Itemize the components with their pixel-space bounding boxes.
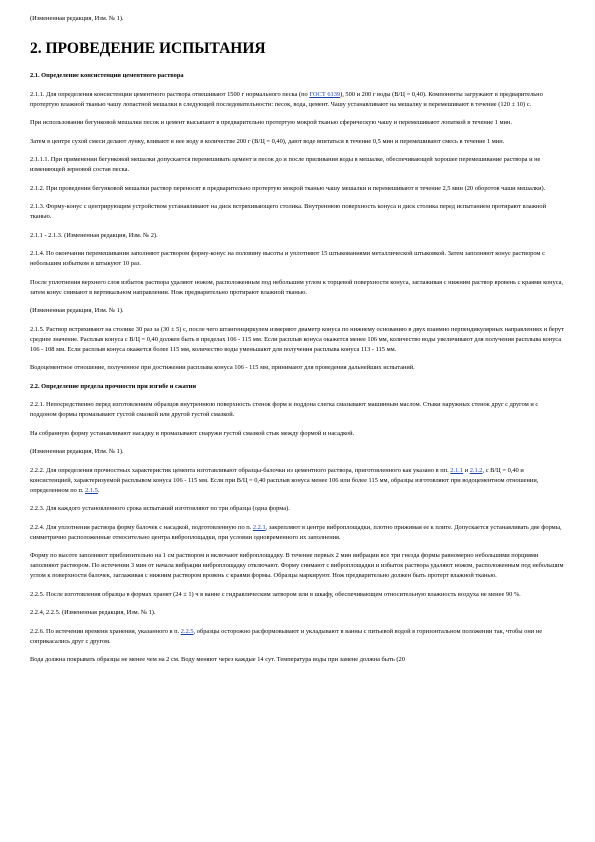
subsection-title: 2.2. Определение предела прочности при изгибе и сжатии <box>30 382 197 390</box>
link-2-1-1[interactable]: 2.1.1 <box>450 466 464 474</box>
paragraph-2-1-1: 2.1.1. Для определения консистенции цементного раствора отвешивают 1500 г нормального песка (по ГОСТ 6139), 500 и 200 г воды (В/Ц = 0,40). Компоненты загружают в предварительно протертую влажной тканью чашу лопастной мешалки в следующей последовательности: песок, вода, цемент. Чашу устанавливают на мешалку и перемешивают в течение (120 ± 10) с. <box>30 90 543 108</box>
paragraph: На собранную форму устанавливают насадку и промазывают снаружи густой смазкой стык между формой и насадкой. <box>30 429 355 437</box>
document-page <box>30 14 565 674</box>
paragraph-2-2-4: 2.2.4. Для уплотнения раствора форму балочек с насадкой, подготовленную по п. 2.2.1, закрепляют в центре виброплощадки, плотно прижимая ее к плите. Допускается устанавливать две формы, симметрично расположенные относительно центра виброплощадки, при условии одновременного их заполнения. <box>30 523 562 541</box>
edition-note: 2.1.1 - 2.1.3. (Измененная редакция, Изм. № 2). <box>30 231 158 239</box>
paragraph-2-2-5: 2.2.5. После изготовления образцы в формах хранят (24 ± 1) ч в ванне с гидравлическим затвором или в шкафу, обеспечивающем относительную влажность воздуха не менее 90 %. <box>30 590 521 598</box>
paragraph: После уплотнения верхнего слоя избыток раствора удаляют ножом, расположенным под небольшим углом к торцевой поверхности конуса, заглаживая с нижним раствор вровень с краями конуса, затем конус снимают в вертикальном направлении. Нож предварительно протирают влажной тканью. <box>30 278 564 296</box>
paragraph-2-2-6: 2.2.6. По истечении времени хранения, указанного в п. 2.2.5, образцы осторожно расформовывают и укладывают в ванны с питьевой водой в горизонтальном положении так, чтобы они не соприкасались друг с другом. <box>30 627 543 645</box>
paragraph-2-2-2: 2.2.2. Для определения прочностных характеристик цемента изготавливают образцы-балочки из цементного раствора, приготовленного как указано в пп. 2.1.1 и 2.1.2, с В/Ц = 0,40 и консистенцией, характеризуемой расплывом конуса 106 - 115 мм. Если при В/Ц = 0,40 расплыв конуса менее 106 или более 115 мм, образцы изготовляют при водоцементном отношении, определенном по п. 2.1.5. <box>30 466 539 494</box>
paragraph-2-1-5: 2.1.5. Раствор встряхивают на столике 30 раз за (30 ± 5) с, после чего штангенциркулем измеряют диаметр конуса по нижнему основанию в двух взаимно перпендикулярных направлениях и берут среднее значение. Расплыв конуса с В/Ц = 0,40 должен быть в пределах 106 - 115 мм. Если расплыв конуса окажется менее 106 мм, количество воды увеличивают для получения расплыва конуса 106 - 108 мм. Если расплыв конуса окажется более 115 мм, количество воды уменьшают для получения расплыва конуса 113 - 115 мм. <box>30 325 564 353</box>
paragraph-2-1-4: 2.1.4. По окончании перемешивания заполняют раствором форму-конус на половину высоты и уплотняют 15 штыкованиями металлической штыковкой. Затем заполняют конус раствором с небольшим избытком и штыкуют 10 раз. <box>30 250 545 267</box>
link-2-1-5[interactable]: 2.1.5 <box>85 486 98 494</box>
edition-note: 2.2.4, 2.2.5. (Измененная редакция, Изм. № 1). <box>30 609 156 616</box>
paragraph: Водоцементное отношение, полученное при достижении расплыва конуса 106 - 115 мм, принимают для проведения дальнейших испытаний. <box>30 364 415 371</box>
paragraph-2-2-1: 2.2.1. Непосредственно перед изготовлением образцов внутреннюю поверхность стенок форм и поддона слегка смазывают машинным маслом. Стыки наружных стенок друг с другом и с поддоном формы промазывают густой смазкой или другой густой смазкой. <box>30 401 539 418</box>
gost-6139-link[interactable]: ГОСТ 6139 <box>309 90 341 98</box>
edition-note: (Измененная редакция, Изм. № 1). <box>30 307 124 314</box>
edition-note: (Измененная редакция, Изм. № 1). <box>30 15 124 22</box>
link-2-1-2[interactable]: 2.1.2 <box>469 466 483 474</box>
section-title: 2. ПРОВЕДЕНИЕ ИСПЫТАНИЯ <box>30 40 266 57</box>
subsection-title: 2.1. Определение консистенции цементного раствора <box>30 72 184 79</box>
paragraph-2-1-3: 2.1.3. Форму-конус с центрирующим устройством устанавливают на диск встряхивающего столика. Внутреннюю поверхность конуса и диск столика перед испытанием протирают влажной тканью. <box>30 203 547 220</box>
edition-note: (Измененная редакция, Изм. № 1). <box>30 448 124 455</box>
paragraph: Затем в центре сухой смеси делают лунку, вливают в нее воду в количестве 200 г (В/Ц = 0,40), дают воде впитаться в течение 0,5 мин и перемешивают смесь в течение 1 мин. <box>30 137 505 145</box>
link-2-2-5[interactable]: 2.2.5 <box>180 627 194 635</box>
paragraph: Вода должна покрывать образцы не менее чем на 2 см. Воду меняют через каждые 14 сут. Температура воды при замене должна быть (20 <box>30 656 405 663</box>
paragraph-2-2-3: 2.2.3. Для каждого установленного срока испытаний изготовляют по три образца (одна форма). <box>30 505 290 512</box>
paragraph: При использовании бегунковой мешалки песок и цемент высыпают в предварительно протертую мокрой тканью сферическую чашу и перемешивают лопаткой в течение 1 мин. <box>30 119 512 126</box>
paragraph-2-1-2: 2.1.2. При проведении бегунковой мешалки раствор переносят в предварительно протертую мокрой тканью чашу мешалки и перемешивают в течение 2,5 мин (20 оборотов чаши мешалки). <box>30 184 546 192</box>
paragraph-2-1-1-1: 2.1.1.1. При применении бегунковой мешалки допускается перемешивать цемент и песок до и после приливания воды в мешалке, обеспечивающей хорошее перемешивание раствора и не изменяющей зерновой состав песка. <box>30 156 541 173</box>
link-2-2-1[interactable]: 2.2.1 <box>252 523 266 531</box>
paragraph: Форму по высоте заполняют приблизительно на 1 см раствором и включают виброплощадку. В течение первых 2 мин вибрации все три гнезда формы равномерно небольшими порциями заполняют раствором. По истечении 3 мин от начала вибрации виброплощадку отключают. Форму снимают с виброплощадки и избыток раствора удаляют ножом, расположенным под небольшим углом к поверхности балочек, заглаживая с нижним раствором вровень с краями формы. Образцы маркируют. Нож предварительно должен быть протерт влажной тканью. <box>30 552 564 579</box>
